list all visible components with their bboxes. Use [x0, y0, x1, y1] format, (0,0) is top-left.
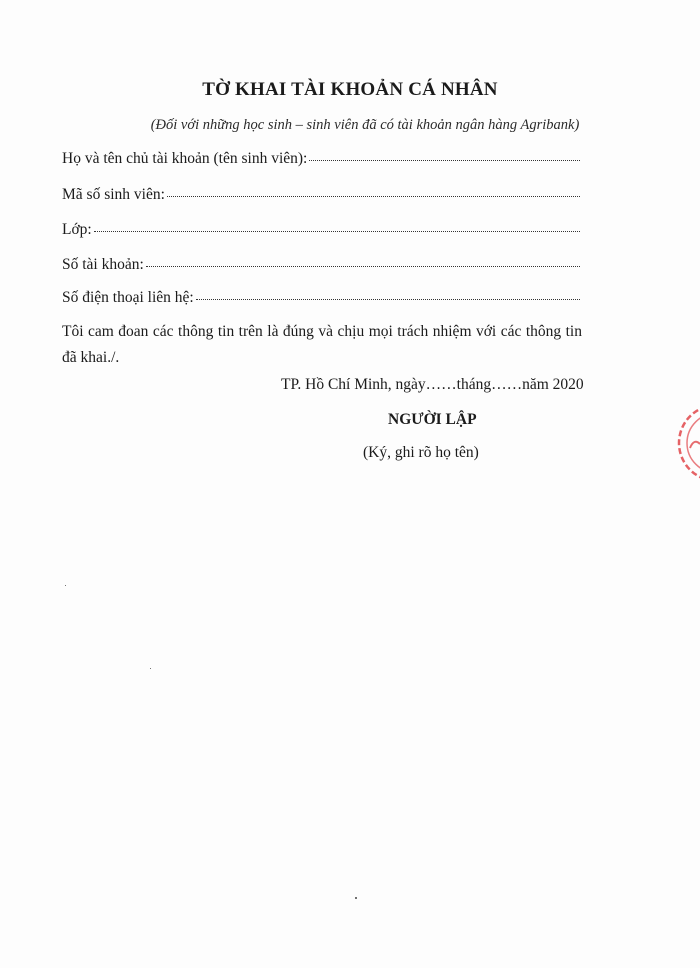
- signer-title: NGƯỜI LẬP: [388, 411, 477, 428]
- declaration-statement: Tôi cam đoan các thông tin trên là đúng và chịu mọi trách nhiệm với các thông tin đã khai./.: [62, 323, 582, 366]
- fill-in-line[interactable]: [196, 298, 580, 300]
- field-account-holder-name[interactable]: [62, 150, 580, 168]
- field-account-number[interactable]: [62, 256, 580, 274]
- field-label: Lớp:: [62, 221, 92, 238]
- field-label: Mã số sinh viên:: [62, 186, 165, 203]
- paper-speck: [65, 585, 66, 586]
- document-subtitle: (Đối với những học sinh – sinh viên đã có tài khoản ngân hàng Agribank): [150, 117, 580, 133]
- red-stamp-mark: [672, 398, 700, 488]
- fill-in-line[interactable]: [94, 230, 580, 232]
- fill-in-line[interactable]: [309, 159, 580, 161]
- field-label: Họ và tên chủ tài khoản (tên sinh viên):: [62, 150, 308, 167]
- fill-in-line[interactable]: [167, 195, 580, 197]
- field-class[interactable]: [62, 221, 580, 239]
- field-student-id[interactable]: [62, 186, 580, 204]
- date-line: TP. Hồ Chí Minh, ngày……tháng……năm 2020: [281, 376, 584, 393]
- field-label: Số tài khoản:: [62, 256, 144, 273]
- paper-speck: [150, 668, 151, 669]
- document-title: TỜ KHAI TÀI KHOẢN CÁ NHÂN: [202, 79, 498, 100]
- field-phone-number[interactable]: [62, 289, 580, 307]
- fill-in-line[interactable]: [146, 265, 580, 267]
- field-label: Số điện thoại liên hệ:: [62, 289, 194, 306]
- paper-speck: [355, 897, 357, 899]
- signature-note: (Ký, ghi rõ họ tên): [363, 444, 479, 461]
